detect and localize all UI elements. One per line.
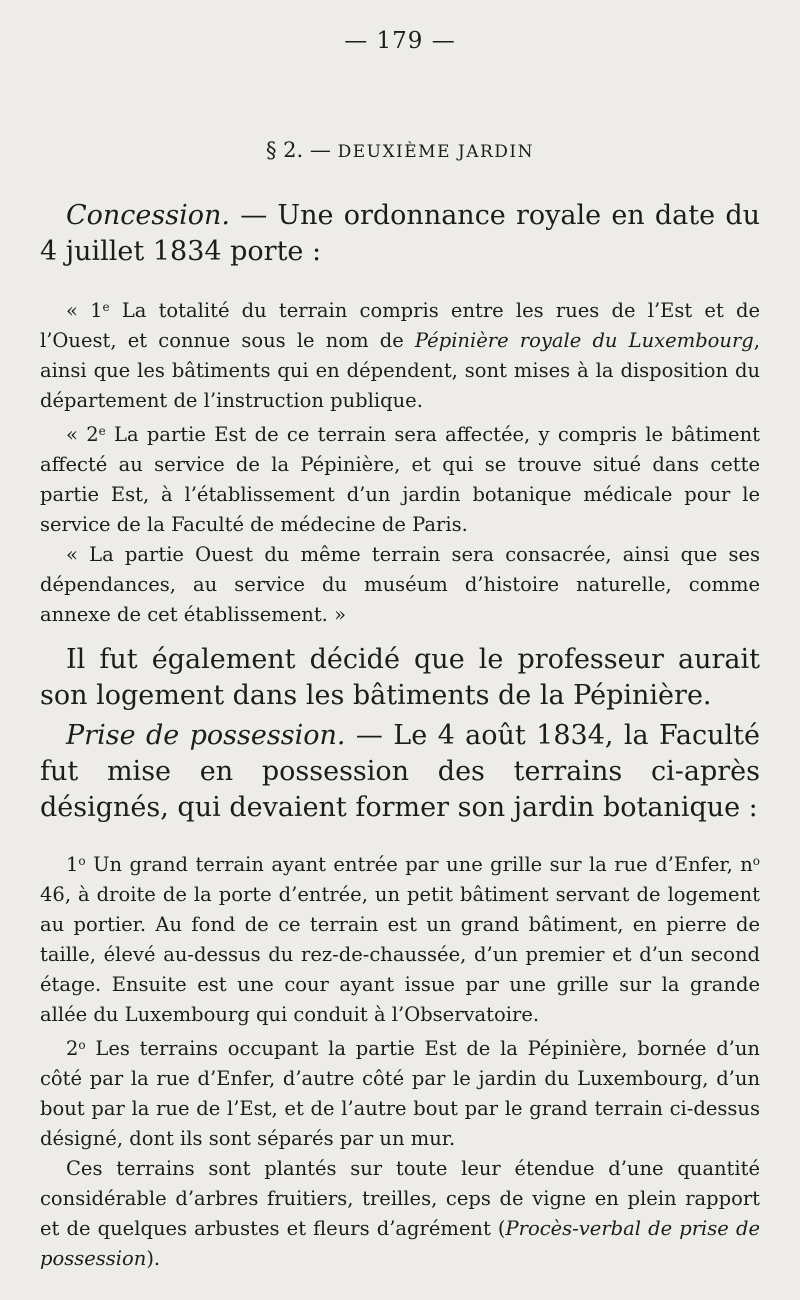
section-heading — [0, 138, 800, 162]
land-item-1 — [40, 846, 760, 1030]
proces-verbal-reference: Procès-verbal de prise de possession — [40, 1217, 760, 1270]
article-1-ordinal: e — [102, 300, 110, 314]
concession-text: — Une ordonnance royale en date du 4 juillet 1834 porte : — [40, 200, 760, 267]
ordinance-article-1 — [40, 292, 760, 416]
ordinance-article-3: « La partie Ouest du même terrain sera consacrée, ainsi que ses dépendances, au service du muséum d’histoire naturelle, comme annexe de cet établissement. » — [40, 543, 760, 626]
article-2-ordinal: e — [98, 424, 106, 438]
final-text: Ces terrains sont plantés sur toute leur étendue d’une quantité considérable d’arbres fruitiers, treilles, ceps de vigne en plein rapport et de quelques arbustes et fleurs d’agrément ( — [40, 1157, 760, 1240]
item-1-text: Un grand terrain ayant entrée par une grille sur la rue d’Enfer, n — [85, 853, 753, 876]
article-1-text-end: , ainsi que les bâtiments qui en dépendent, sont mises à la disposition du département de l’instruction publique. — [40, 329, 760, 412]
numero-superscript: o — [752, 854, 760, 868]
article-1-number: « 1 — [66, 299, 103, 322]
concession-paragraph — [40, 198, 760, 270]
final-paragraph — [40, 1154, 760, 1274]
pepiniere-name: Pépinière royale du Luxembourg — [414, 329, 754, 352]
item-2-ordinal: o — [78, 1038, 86, 1052]
section-number: § 2. — [265, 138, 304, 162]
item-1-number: 1 — [66, 853, 79, 876]
article-2-text: La partie Est de ce terrain sera affectée, y compris le bâtiment affecté au service de la Pépinière, et qui se trouve situé dans cette partie Est, à l’établissement d’un jardin botanique médicale pour le service de la Faculté de médecine de Paris. — [40, 423, 760, 536]
decision-text: Il fut également décidé que le professeur aurait son logement dans les bâtiments de la Pépinière. — [40, 644, 760, 711]
item-1-ordinal: o — [78, 854, 86, 868]
land-items — [40, 846, 760, 1274]
item-1-text-end: 46, à droite de la porte d’entrée, un petit bâtiment servant de logement au portier. Au fond de ce terrain est un grand bâtiment, en pierre de taille, élevé au-dessus du rez-de-chaussée, d’un premier et d’un second étage. Ensuite est une cour ayant issue par une grille sur la grande allée du Luxembourg qui conduit à l’Observatoire. — [40, 883, 760, 1026]
section-title: DEUXIÈME JARDIN — [337, 142, 535, 162]
article-2-number: « 2 — [66, 423, 99, 446]
section-dash: — — [309, 138, 331, 162]
ordinance-quote — [40, 292, 760, 630]
ordinance-article-2 — [40, 416, 760, 540]
item-2-number: 2 — [66, 1037, 79, 1060]
possession-text: — Le 4 août 1834, la Faculté fut mise en possession des terrains ci-après désignés, qui devaient former son jardin botanique : — [40, 720, 760, 823]
possession-heading: Prise de possession. — [66, 720, 346, 751]
item-2-text: Les terrains occupant la partie Est de la Pépinière, bornée d’un côté par la rue d’Enfer, d’autre côté par le jardin du Luxembourg, d’un bout par la rue de l’Est, et de l’autre bout par le grand terrain ci-dessus désigné, dont ils sont séparés par un mur. — [40, 1037, 760, 1150]
concession-heading: Concession. — [66, 200, 230, 231]
possession-paragraph — [40, 718, 760, 826]
page-number: — 179 — — [344, 28, 456, 54]
article-1-text: La totalité du terrain compris entre les rues de l’Est et de l’Ouest, et connue sous le nom de — [40, 299, 760, 352]
decision-paragraph — [40, 642, 760, 714]
final-text-end: ). — [146, 1247, 161, 1270]
land-item-2 — [40, 1030, 760, 1154]
